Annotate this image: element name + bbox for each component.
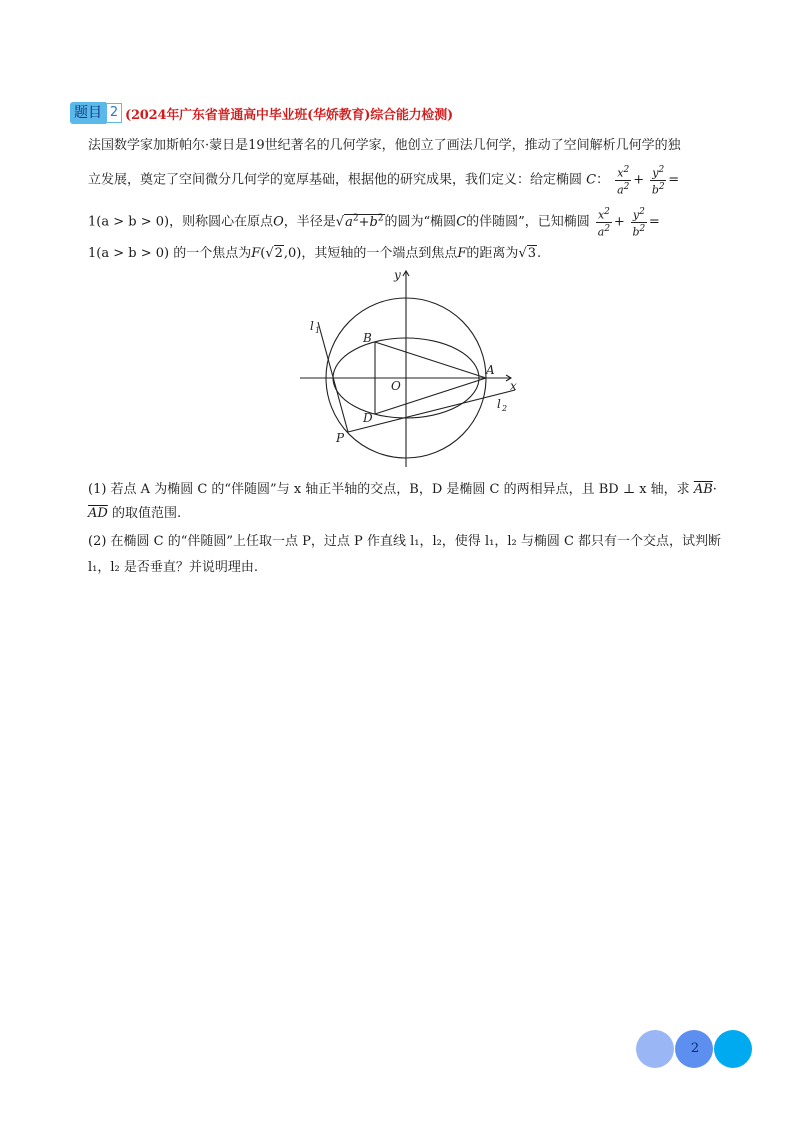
- question-1-tail: 的取值范围.: [111, 506, 182, 521]
- intro-line-4-b: ，其短轴的一个端点到焦点: [301, 246, 458, 261]
- label-x: x: [510, 379, 517, 393]
- label-o: O: [391, 379, 401, 393]
- intro-line-4-a: 1(a > b > 0) 的一个焦点为: [88, 246, 252, 261]
- intro-line-4-c: 的距离为: [466, 246, 519, 261]
- intro-line-1: 法国数学家加斯帕尔·蒙日是19世纪著名的几何学家，他创立了画法几何学，推动了空间解析几何学的独: [88, 138, 681, 153]
- frac-x2-a2: $\frac{x^2}{a^2}$: [617, 165, 630, 197]
- line-l1: [318, 322, 348, 432]
- ellipse-name: C: [586, 172, 597, 188]
- question-1-line-2: [88, 502, 181, 521]
- intro-line-3-c: 的圆为“椭圆: [384, 214, 457, 230]
- problem-number: 2: [106, 103, 122, 123]
- intro-line-3: 1(a > b > 0)，则称圆心在原点O，半径是$√a^2+b^2$的圆为“椭圆C的伴随圆”，已知椭圆 $\frac{x^2}{a^2}$ + $\frac{y^2}{b^2}$ =: [88, 207, 660, 239]
- page-dot-3: [714, 1030, 752, 1068]
- label-l2: l: [497, 397, 501, 411]
- intro-line-4: 1(a > b > 0) 的一个焦点为F(√2,0)，其短轴的一个端点到焦点F的距离为√3.: [88, 246, 542, 261]
- label-l1-sub: 1: [315, 326, 321, 335]
- problem-source: (2024年广东省普通高中毕业班(华娇教育)综合能力检测): [125, 107, 453, 123]
- question-1-text: (1) 若点 A 为椭圆 C 的“伴随圆”与 x 轴正半轴的交点，B，D 是椭圆 C 的两相异点，且 BD ⊥ x 轴，求: [88, 482, 690, 497]
- question-2-line-1: (2) 在椭圆 C 的“伴随圆”上任取一点 P，过点 P 作直线 l₁，l₂，使得 l₁，l₂ 与椭圆 C 都只有一个交点，试判断: [88, 534, 722, 549]
- label-d: D: [363, 411, 373, 425]
- vector-ab: $\overline{AB}$: [693, 482, 713, 497]
- intro-line-3-b: ，半径是: [283, 214, 336, 230]
- problem-header: [70, 102, 453, 124]
- intro-line-3-d: 的伴随圆”，已知椭圆: [466, 214, 590, 230]
- vector-ad: $\overline{AD}$: [88, 506, 108, 521]
- label-l2-sub: 2: [502, 404, 508, 413]
- page-number: 2: [690, 1041, 700, 1056]
- ellipse-figure: [290, 262, 530, 467]
- intro-line-4-d: .: [537, 246, 542, 261]
- label-a: A: [486, 363, 495, 377]
- question-2-line-2: l₁，l₂ 是否垂直？并说明理由.: [88, 560, 259, 575]
- intro-line-3-a: 1(a > b > 0)，则称圆心在原点: [88, 214, 274, 230]
- intro-line-2: 立发展，奠定了空间微分几何学的宽厚基础，根据他的研究成果，我们定义：给定椭圆 C： $\frac{x^2}{a^2}$ + $\frac{y^2}{b^2}$ =: [88, 165, 680, 197]
- label-y: y: [394, 268, 401, 282]
- page-dot-1: [636, 1030, 674, 1068]
- frac-y2-b2: $\frac{y^2}{b^2}$: [651, 165, 665, 197]
- label-p: P: [336, 431, 345, 445]
- problem-tag: 题目: [70, 102, 106, 124]
- label-l1: l: [310, 319, 314, 333]
- line-l2: [348, 390, 515, 432]
- question-1-line-1: (1) 若点 A 为椭圆 C 的“伴随圆”与 x 轴正半轴的交点，B，D 是椭圆 C 的两相异点，且 BD ⊥ x 轴，求 $\overline{AB}\cdot$: [88, 482, 717, 497]
- segment-ab: [375, 342, 486, 378]
- intro-line-2-text: 立发展，奠定了空间微分几何学的宽厚基础，根据他的研究成果，我们定义：给定椭圆: [88, 172, 583, 188]
- label-b: B: [363, 331, 372, 345]
